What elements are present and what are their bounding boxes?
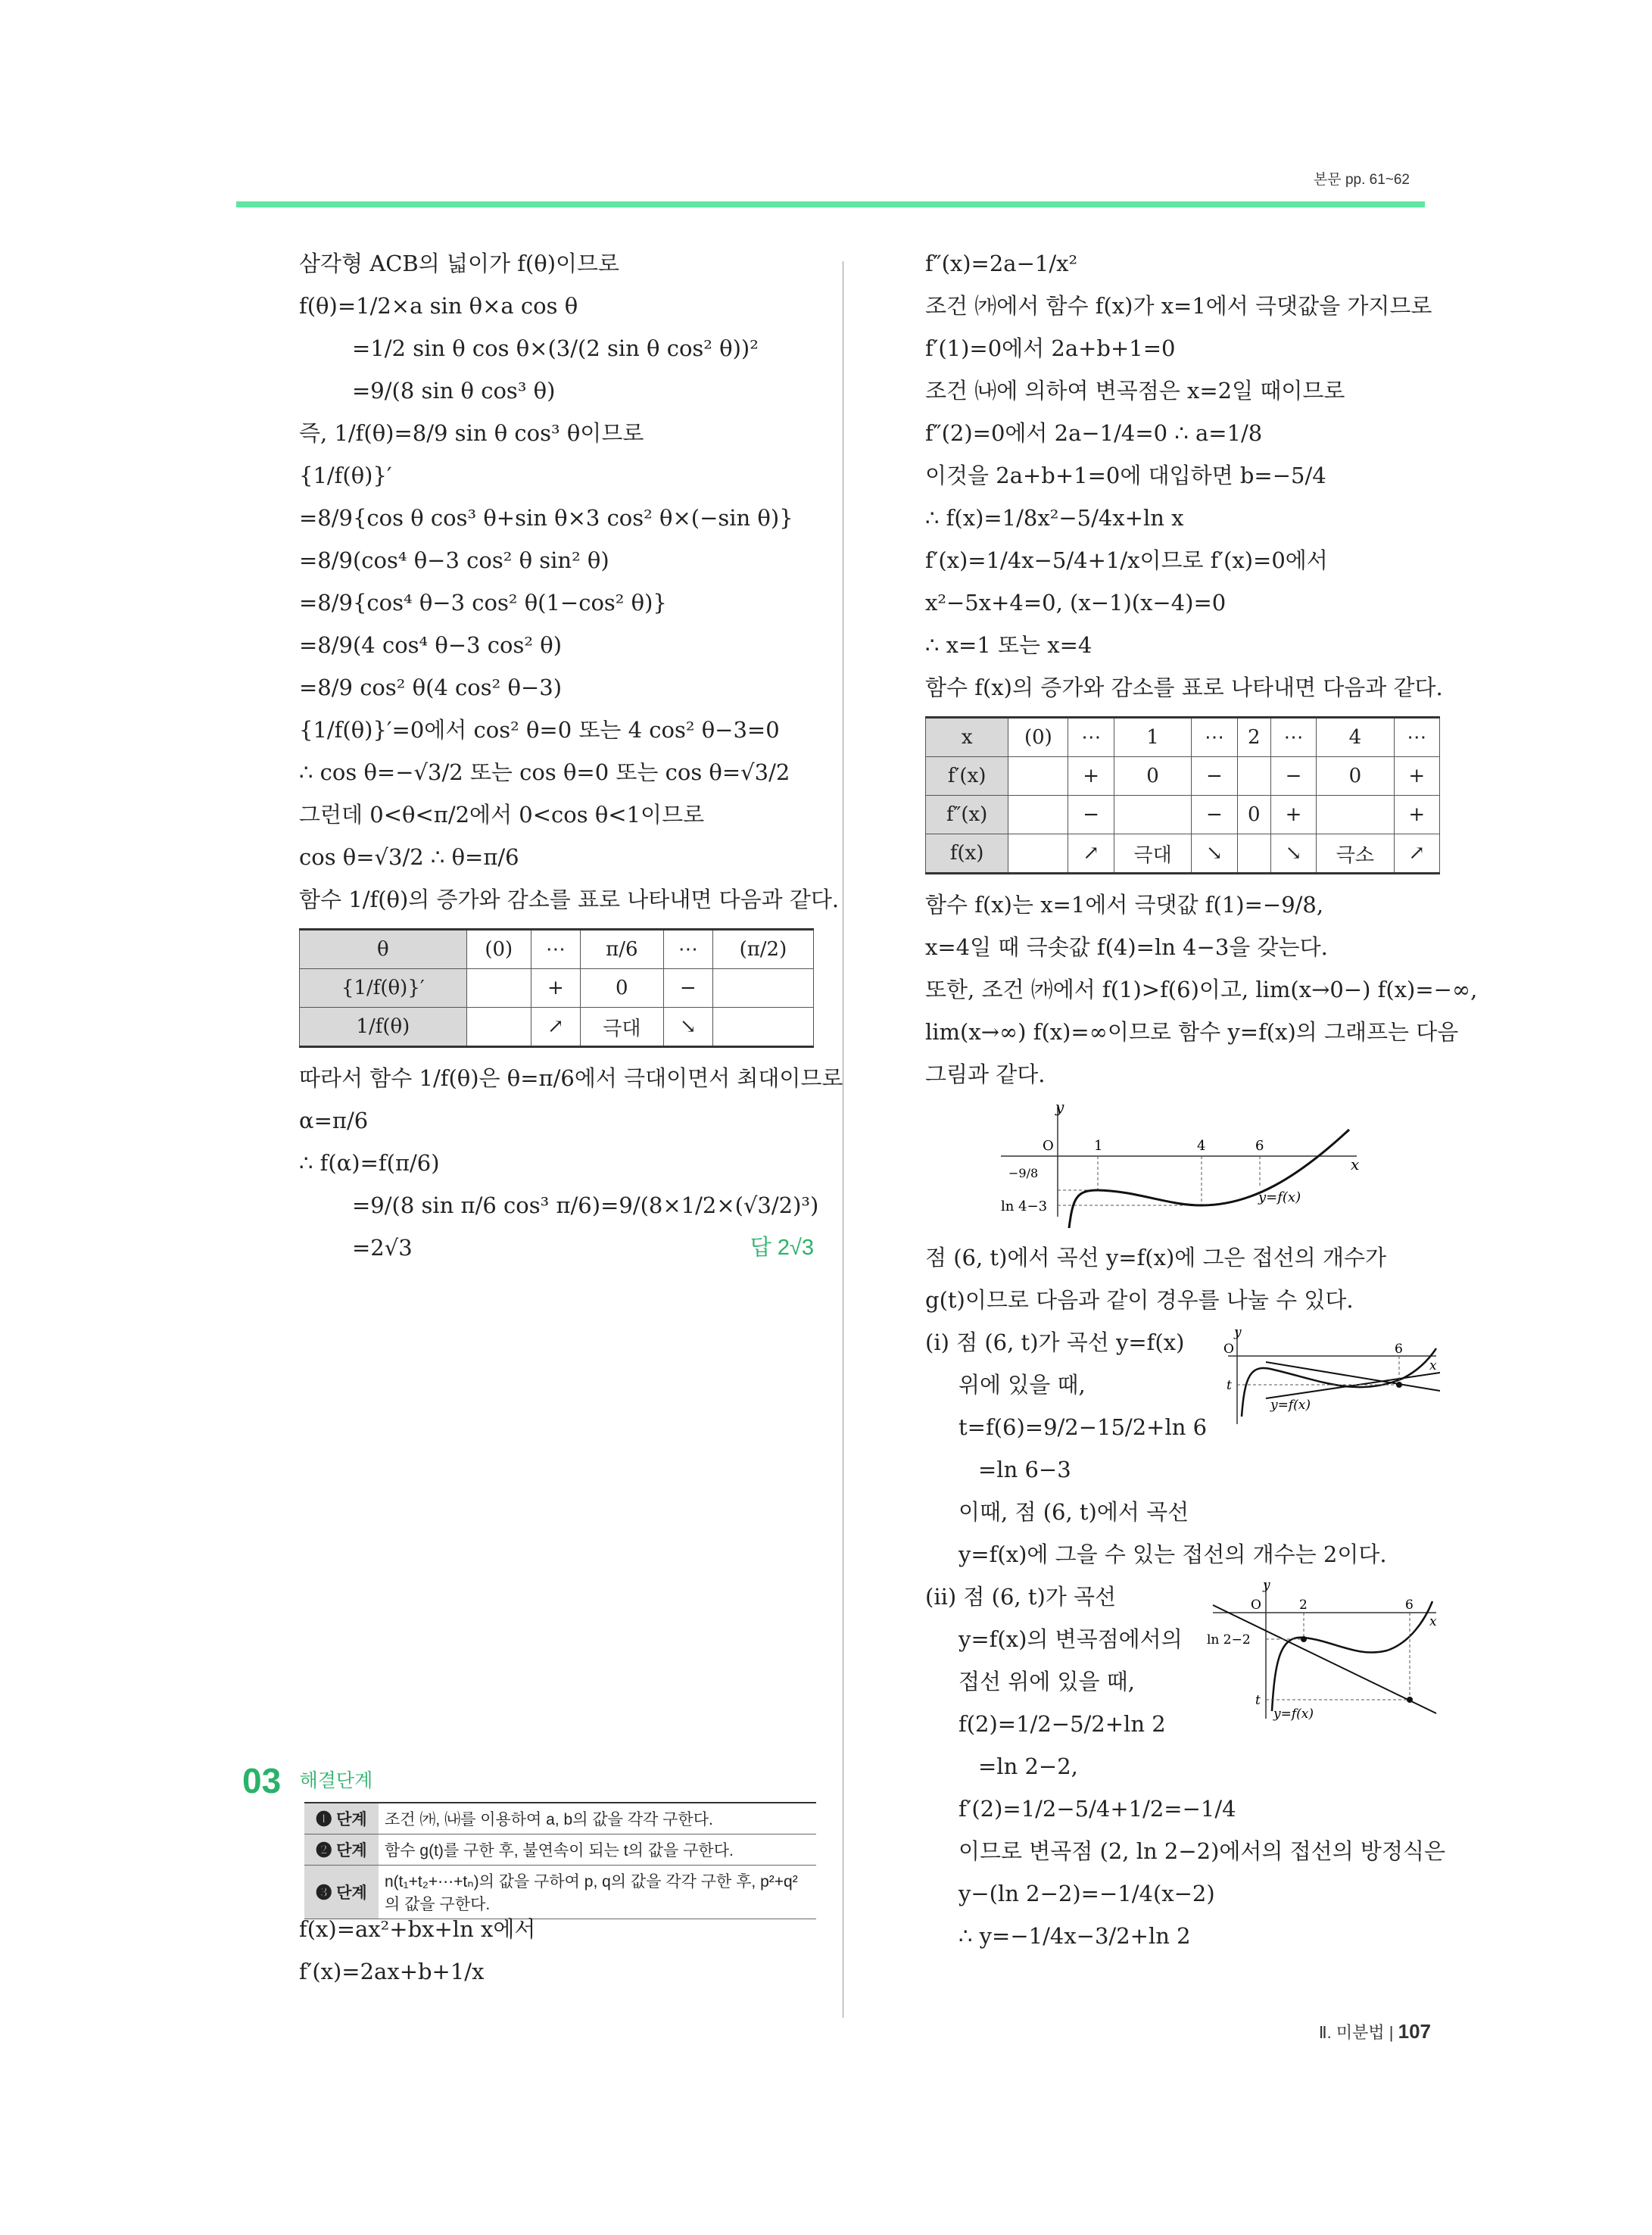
x-label: x	[1351, 1155, 1360, 1174]
table-cell	[1317, 796, 1394, 834]
solution-line	[299, 1234, 814, 1263]
point-6-t	[1407, 1697, 1413, 1703]
table-row	[926, 834, 1440, 874]
solution-line: =9/(8 sin π/6 cos³ π/6)=9/(8×1/2×(√3/2)³)	[352, 1192, 819, 1218]
table-cell: +	[531, 969, 580, 1008]
table-cell: +	[1394, 757, 1440, 796]
table-cell: ↗	[531, 1008, 580, 1047]
header-rule	[236, 201, 1425, 207]
solution-line: f(θ)=1/2×a sin θ×a cos θ	[299, 293, 578, 319]
function-graph	[1001, 1103, 1425, 1232]
section-number: 03	[242, 1761, 282, 1800]
table-row	[926, 757, 1440, 796]
page-reference: 본문 pp. 61~62	[1313, 172, 1410, 188]
case-two	[925, 1579, 1445, 1951]
y-label: y	[1055, 1103, 1064, 1116]
table-cell: 극소	[1317, 834, 1394, 874]
y-tick-label: −9/8	[1008, 1166, 1039, 1180]
table-cell: f(x)	[926, 834, 1008, 874]
solution-line: 점 (6, t)에서 곡선 y=f(x)에 그은 접선의 개수가	[925, 1245, 1387, 1270]
result-value: =2√3	[352, 1235, 413, 1261]
solution-line: =ln 6−3	[978, 1457, 1071, 1482]
solution-line: =8/9{cos⁴ θ−3 cos² θ(1−cos² θ)}	[299, 590, 667, 616]
solution-line: f′(x)=2ax+b+1/x	[299, 1959, 485, 1984]
solution-line: x²−5x+4=0, (x−1)(x−4)=0	[925, 590, 1227, 616]
solution-line: 조건 ㈏에 의하여 변곡점은 x=2일 때이므로	[925, 378, 1345, 404]
solution-line: cos θ=√3/2 ∴ θ=π/6	[299, 844, 519, 870]
table-cell	[712, 969, 813, 1008]
table-cell: 0	[580, 969, 663, 1008]
table-cell: ⋯	[1068, 718, 1114, 757]
solution-line: 또한, 조건 ㈎에서 f(1)>f(6)이고, lim(x→0−) f(x)=−∞,	[925, 977, 1478, 1002]
table-cell: −	[1192, 796, 1237, 834]
table-cell: ↗	[1068, 834, 1114, 874]
tangent-line	[1213, 1605, 1436, 1713]
solution-line: ∴ f(x)=1/8x²−5/4x+ln x	[925, 505, 1184, 531]
page-footer	[1319, 2020, 1431, 2043]
solution-line: =ln 2−2,	[978, 1753, 1078, 1779]
table-cell	[1237, 757, 1270, 796]
table-cell: 극대	[1114, 834, 1191, 874]
tick-label: 2	[1299, 1598, 1308, 1613]
table-cell: π/6	[580, 930, 663, 969]
table-cell: −	[1068, 796, 1114, 834]
table-cell: ⋯	[1192, 718, 1237, 757]
x-label: x	[1429, 1614, 1437, 1629]
y-label: y	[1263, 1579, 1270, 1593]
table-cell: f′(x)	[926, 757, 1008, 796]
solution-line: 조건 ㈎에서 함수 f(x)가 x=1에서 극댓값을 가지므로	[925, 293, 1432, 319]
table-cell	[466, 1008, 531, 1047]
table-cell: (π/2)	[712, 930, 813, 969]
solution-line: g(t)이므로 다음과 같이 경우를 나눌 수 있다.	[925, 1287, 1354, 1313]
solution-line: 그런데 0<θ<π/2에서 0<cos θ<1이므로	[299, 802, 705, 828]
step-label: ❸ 단계	[304, 1866, 379, 1919]
table-cell: θ	[300, 930, 467, 969]
solution-line: t=f(6)=9/2−15/2+ln 6	[958, 1414, 1208, 1440]
table-cell: 2	[1237, 718, 1270, 757]
t-label: t	[1227, 1378, 1232, 1393]
right-column	[925, 250, 1478, 1965]
tangent-graph-case-1	[1220, 1326, 1440, 1432]
solution-line: 함수 1/f(θ)의 증가와 감소를 표로 나타내면 다음과 같다.	[299, 887, 840, 912]
solution-line: 삼각형 ACB의 넓이가 f(θ)이므로	[299, 251, 620, 276]
table-cell: ⋯	[531, 930, 580, 969]
table-cell: (0)	[1008, 718, 1068, 757]
table-cell	[1008, 834, 1068, 874]
table-row	[926, 718, 1440, 757]
y-tick-label: ln 4−3	[1001, 1199, 1048, 1214]
curve-y-f-x	[1069, 1130, 1349, 1228]
solution-line: lim(x→∞) f(x)=∞이므로 함수 y=f(x)의 그래프는 다음	[925, 1019, 1459, 1045]
solution-line: ∴ f(α)=f(π/6)	[299, 1150, 440, 1176]
table-cell	[1114, 796, 1191, 834]
solution-line: 따라서 함수 1/f(θ)은 θ=π/6에서 극대이면서 최대이므로	[299, 1065, 843, 1091]
solution-line: y=f(x)의 변곡점에서의	[958, 1626, 1183, 1652]
solution-line: 이므로 변곡점 (2, ln 2−2)에서의 접선의 방정식은	[958, 1838, 1445, 1864]
table-cell	[712, 1008, 813, 1047]
solution-steps-table	[304, 1802, 816, 1919]
solution-line: =8/9(4 cos⁴ θ−3 cos² θ)	[299, 632, 563, 658]
solution-line: 그림과 같다.	[925, 1061, 1046, 1087]
solution-line: 위에 있을 때,	[958, 1372, 1086, 1398]
table-row	[300, 969, 814, 1008]
solution-line: 접선 위에 있을 때,	[958, 1669, 1135, 1694]
curve-label: y=f(x)	[1270, 1398, 1311, 1413]
solution-line: f″(2)=0에서 2a−1/4=0 ∴ a=1/8	[925, 420, 1263, 446]
tangent-graph-case-2	[1205, 1579, 1440, 1722]
solution-line: α=π/6	[299, 1108, 369, 1133]
table-cell: ↗	[1394, 834, 1440, 874]
origin-label: O	[1043, 1138, 1054, 1154]
answer-label: 답 2√3	[750, 1236, 814, 1260]
table-row	[300, 1008, 814, 1047]
table-cell: +	[1394, 796, 1440, 834]
solution-line: f′(x)=1/4x−5/4+1/x이므로 f′(x)=0에서	[925, 547, 1328, 573]
step-label: ❶ 단계	[304, 1803, 379, 1834]
solution-line: ∴ y=−1/4x−3/2+ln 2	[958, 1923, 1191, 1949]
table-cell: ↘	[1270, 834, 1316, 874]
tick-label: 6	[1255, 1138, 1264, 1154]
solution-line: ∴ cos θ=−√3/2 또는 cos θ=0 또는 cos θ=√3/2	[299, 759, 790, 785]
increase-decrease-table-theta	[299, 928, 814, 1048]
table-cell: −	[663, 969, 712, 1008]
solution-line: y=f(x)에 그을 수 있는 접선의 개수는 2이다.	[958, 1541, 1387, 1567]
table-cell: 1	[1114, 718, 1191, 757]
table-cell: 1/f(θ)	[300, 1008, 467, 1047]
curve-label: y=f(x)	[1273, 1707, 1314, 1722]
table-row	[926, 796, 1440, 834]
solution-line: y−(ln 2−2)=−1/4(x−2)	[958, 1881, 1215, 1906]
tick-label: 6	[1395, 1342, 1403, 1357]
origin-label: O	[1251, 1598, 1261, 1613]
table-cell: +	[1068, 757, 1114, 796]
solution-line: =1/2 sin θ cos θ×(3/(2 sin θ cos² θ))²	[352, 335, 759, 361]
solution-line: f(x)=ax²+bx+ln x에서	[299, 1916, 536, 1942]
table-cell	[1008, 796, 1068, 834]
step-row	[304, 1866, 816, 1919]
table-cell: ⋯	[1270, 718, 1316, 757]
table-cell: ⋯	[1394, 718, 1440, 757]
table-cell: 0	[1114, 757, 1191, 796]
solution-line: {1/f(θ)}′	[299, 463, 392, 488]
curve-y-f-x	[1272, 1601, 1432, 1711]
table-cell: 0	[1317, 757, 1394, 796]
curve-label: y=f(x)	[1258, 1189, 1301, 1205]
solution-line: 이것을 2a+b+1=0에 대입하면 b=−5/4	[925, 463, 1326, 488]
solution-line: (i) 점 (6, t)가 곡선 y=f(x)	[925, 1329, 1185, 1355]
table-cell: 0	[1237, 796, 1270, 834]
step-row	[304, 1834, 816, 1866]
solution-line: =8/9{cos θ cos³ θ+sin θ×3 cos² θ×(−sin θ)}	[299, 505, 793, 531]
table-cell: +	[1270, 796, 1316, 834]
tick-label: 6	[1405, 1598, 1414, 1613]
left-column-tail	[299, 1915, 814, 2000]
increase-decrease-table-x	[925, 716, 1440, 874]
solution-line: {1/f(θ)}′=0에서 cos² θ=0 또는 4 cos² θ−3=0	[299, 717, 780, 743]
y-label: y	[1234, 1326, 1242, 1340]
chapter-label: Ⅱ. 미분법	[1318, 2023, 1385, 2042]
table-cell: ↘	[663, 1008, 712, 1047]
solution-line: (ii) 점 (6, t)가 곡선	[925, 1584, 1117, 1610]
tick-label: 1	[1094, 1138, 1103, 1154]
table-cell	[1237, 834, 1270, 874]
footer-separator: |	[1389, 2023, 1398, 2042]
solution-line: =8/9 cos² θ(4 cos² θ−3)	[299, 675, 563, 700]
table-cell: 4	[1317, 718, 1394, 757]
step-row	[304, 1803, 816, 1834]
table-cell	[1008, 757, 1068, 796]
solution-line: f(2)=1/2−5/2+ln 2	[958, 1711, 1166, 1737]
table-cell: ⋯	[663, 930, 712, 969]
left-column	[299, 250, 843, 1276]
page-number: 107	[1398, 2020, 1431, 2043]
solution-line: f′(1)=0에서 2a+b+1=0	[925, 335, 1176, 361]
solution-line: f″(x)=2a−1/x²	[925, 251, 1078, 276]
section-header	[242, 1760, 372, 1801]
step-text: 함수 g(t)를 구한 후, 불연속이 되는 t의 값을 구한다.	[379, 1834, 816, 1866]
section-title: 해결단계	[299, 1770, 373, 1791]
y-tick-label: ln 2−2	[1207, 1632, 1251, 1647]
solution-line: f′(2)=1/2−5/4+1/2=−1/4	[958, 1796, 1236, 1822]
solution-line: 함수 f(x)는 x=1에서 극댓값 f(1)=−9/8,	[925, 892, 1324, 918]
table-cell: −	[1270, 757, 1316, 796]
table-cell: 극대	[580, 1008, 663, 1047]
step-text: n(t₁+t₂+⋯+tₙ)의 값을 구하여 p, q의 값을 각각 구한 후, p²+q²의 값을 구한다.	[379, 1866, 816, 1919]
table-cell: (0)	[466, 930, 531, 969]
table-cell: {1/f(θ)}′	[300, 969, 467, 1008]
table-cell	[466, 969, 531, 1008]
case-one	[925, 1326, 1440, 1569]
table-cell: f″(x)	[926, 796, 1008, 834]
table-cell: x	[926, 718, 1008, 757]
t-label: t	[1255, 1693, 1261, 1708]
table-cell: ↘	[1192, 834, 1237, 874]
solution-line: ∴ x=1 또는 x=4	[925, 632, 1093, 658]
solution-line: 이때, 점 (6, t)에서 곡선	[958, 1499, 1189, 1525]
solution-line: 함수 f(x)의 증가와 감소를 표로 나타내면 다음과 같다.	[925, 675, 1443, 700]
tick-label: 4	[1197, 1138, 1206, 1154]
solution-line: =8/9(cos⁴ θ−3 cos² θ sin² θ)	[299, 547, 609, 573]
step-label: ❷ 단계	[304, 1834, 379, 1866]
solution-line: =9/(8 sin θ cos³ θ)	[352, 378, 556, 404]
inflection-point	[1301, 1636, 1307, 1642]
solution-line: x=4일 때 극솟값 f(4)=ln 4−3을 갖는다.	[925, 934, 1328, 960]
step-text: 조건 ㈎, ㈏를 이용하여 a, b의 값을 각각 구한다.	[379, 1803, 816, 1834]
point-6-t	[1396, 1382, 1402, 1388]
table-cell: −	[1192, 757, 1237, 796]
solution-line: 즉, 1/f(θ)=8/9 sin θ cos³ θ이므로	[299, 420, 644, 446]
x-label: x	[1429, 1358, 1437, 1373]
origin-label: O	[1223, 1342, 1234, 1357]
table-row	[300, 930, 814, 969]
